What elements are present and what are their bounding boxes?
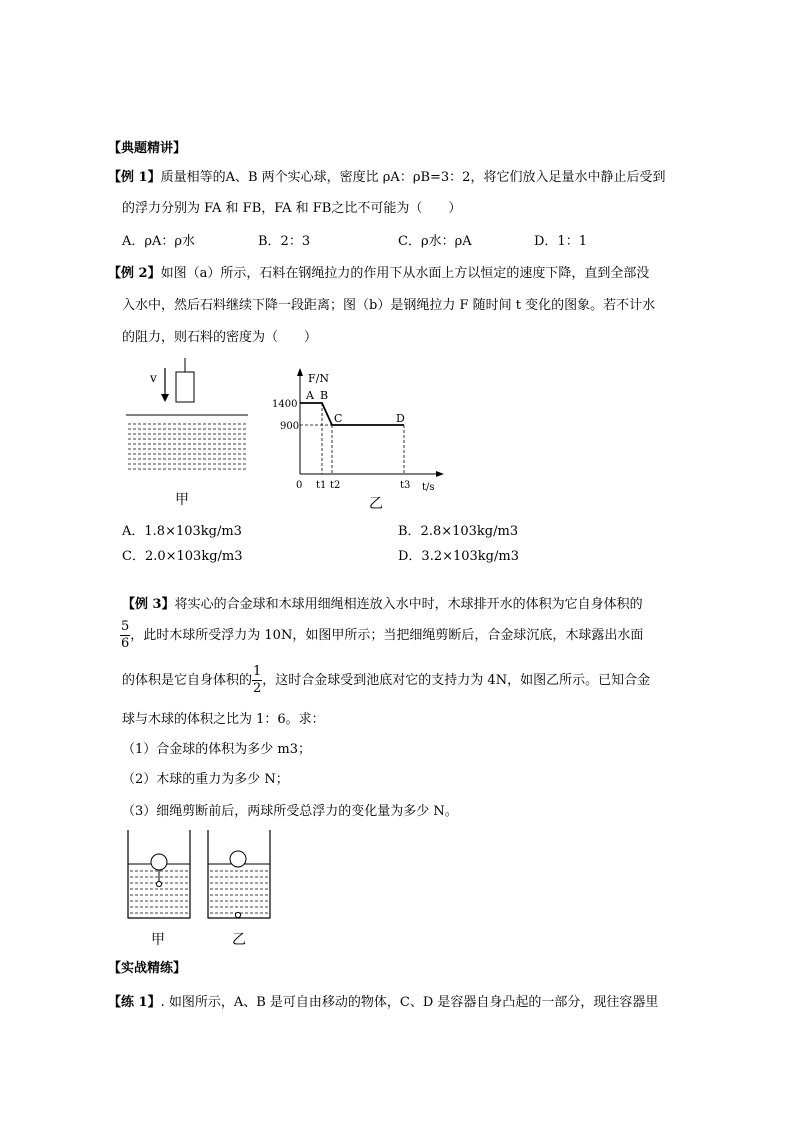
example-1-text-1: 质量相等的A、B 两个实心球，密度比 ρA：ρB=3：2，将它们放入足量水中静止后受到 xyxy=(160,170,666,185)
container-yi-water xyxy=(210,871,268,913)
example-3-text-1: 将实心的合金球和木球用细绳相连放入水中时，木球排开水的体积为它自身体积的 xyxy=(174,597,643,612)
example-1-tag: 【例 1】 xyxy=(108,170,161,185)
figure-caption-jia: 甲 xyxy=(175,492,189,508)
x-tick-t1: t1 xyxy=(316,480,327,491)
container-caption-jia: 甲 xyxy=(151,932,165,948)
figure-caption-yi: 乙 xyxy=(369,496,383,512)
example-2-line-3: 的阻力，则石料的密度为（ ） xyxy=(122,330,318,345)
y-tick-1400: 1400 xyxy=(272,399,298,410)
example-3-question-1: （1）合金球的体积为多少 m3； xyxy=(122,742,312,757)
example-2-line-2: 入水中，然后石料继续下降一段距离；图（b）是钢绳拉力 F 随时间 t 变化的图象。若不计水 xyxy=(122,298,656,313)
figure-two-containers xyxy=(124,826,284,950)
figure-force-time-graph xyxy=(270,362,450,522)
fraction-one-half: $\frac{1}{2}$ xyxy=(253,664,262,696)
example-2-option-b: B．2.8×103kg/m3 xyxy=(398,524,519,539)
wood-ball-yi xyxy=(230,851,246,867)
example-2-tag: 【例 2】 xyxy=(108,266,161,281)
fraction-five-sixths: $\frac{5}{6}$ xyxy=(121,619,130,651)
y-tick-900: 900 xyxy=(280,421,300,432)
example-3-text-3a: 的体积是它自身体积的 xyxy=(122,673,253,688)
example-2-text-1: 如图（a）所示，石料在钢绳拉力的作用下从水面上方以恒定的速度下降，直到全部没 xyxy=(160,266,650,281)
guide-lines xyxy=(300,403,404,474)
example-3-line-1 xyxy=(122,593,643,612)
example-1-option-d: D．1：1 xyxy=(534,234,587,249)
example-2-line-1 xyxy=(108,262,649,281)
example-3-question-2: （2）木球的重力为多少 N； xyxy=(122,772,289,787)
example-1-line-2: 的浮力分别为 FA 和 FB，FA 和 FB之比不可能为（ ） xyxy=(122,201,462,216)
example-3-line-3 xyxy=(122,664,650,697)
origin-label: 0 xyxy=(296,480,303,491)
example-3-question-3: （3）细绳剪断前后，两球所受总浮力的变化量为多少 N。 xyxy=(122,804,458,819)
x-tick-t2: t2 xyxy=(330,480,341,491)
y-axis-arrowhead xyxy=(297,368,303,376)
x-tick-t3: t3 xyxy=(400,480,411,491)
example-1-option-c: C．ρ水：ρA xyxy=(398,234,472,249)
alloy-ball-yi xyxy=(235,912,240,917)
stone-block xyxy=(176,372,194,402)
practice-1-tag: 【练 1】 xyxy=(108,995,161,1010)
practice-1-text-1: . 如图所示，A、B 是可自由移动的物体，C、D 是容器自身凸起的一部分，现往容器里 xyxy=(160,995,659,1010)
example-1-line-1 xyxy=(108,166,665,185)
example-1-option-a: A．ρA：ρ水 xyxy=(122,234,196,249)
point-b-label: B xyxy=(320,389,329,402)
section-heading-shizhan: 【实战精练】 xyxy=(108,961,187,976)
figure-stone-water xyxy=(120,358,260,518)
point-c-label: C xyxy=(334,412,343,425)
x-axis-label: t/s xyxy=(422,482,435,493)
example-3-line-2 xyxy=(120,619,643,652)
velocity-label: v xyxy=(150,371,157,385)
example-2-option-c: C．2.0×103kg/m3 xyxy=(122,549,243,564)
example-2-option-a: A．1.8×103kg/m3 xyxy=(122,524,242,539)
point-d-label: D xyxy=(396,412,405,425)
example-1-option-b: B．2：3 xyxy=(258,234,311,249)
example-3-text-3b: ，这时合金球受到池底对它的支持力为 4N，如图乙所示。已知合金 xyxy=(262,673,651,688)
example-3-text-2: ，此时木球所受浮力为 10N，如图甲所示；当把细绳剪断后，合金球沉底，木球露出水面 xyxy=(130,628,644,643)
force-curve xyxy=(300,403,404,425)
container-caption-yi: 乙 xyxy=(232,932,246,948)
x-axis-arrowhead xyxy=(436,471,444,477)
water-body xyxy=(128,424,246,469)
container-yi xyxy=(208,830,270,918)
example-2-option-d: D．3.2×103kg/m3 xyxy=(398,549,519,564)
point-a-label: A xyxy=(306,389,314,402)
example-3-line-4: 球与木球的体积之比为 1：6。求： xyxy=(122,712,325,727)
velocity-arrowhead xyxy=(161,394,169,402)
example-3-tag: 【例 3】 xyxy=(122,597,175,612)
section-heading-dianti: 【典题精讲】 xyxy=(108,141,187,156)
alloy-ball-jia xyxy=(156,881,161,886)
y-axis-label: F/N xyxy=(308,372,329,385)
wood-ball-jia xyxy=(151,854,167,870)
practice-1-line-1 xyxy=(108,991,658,1010)
